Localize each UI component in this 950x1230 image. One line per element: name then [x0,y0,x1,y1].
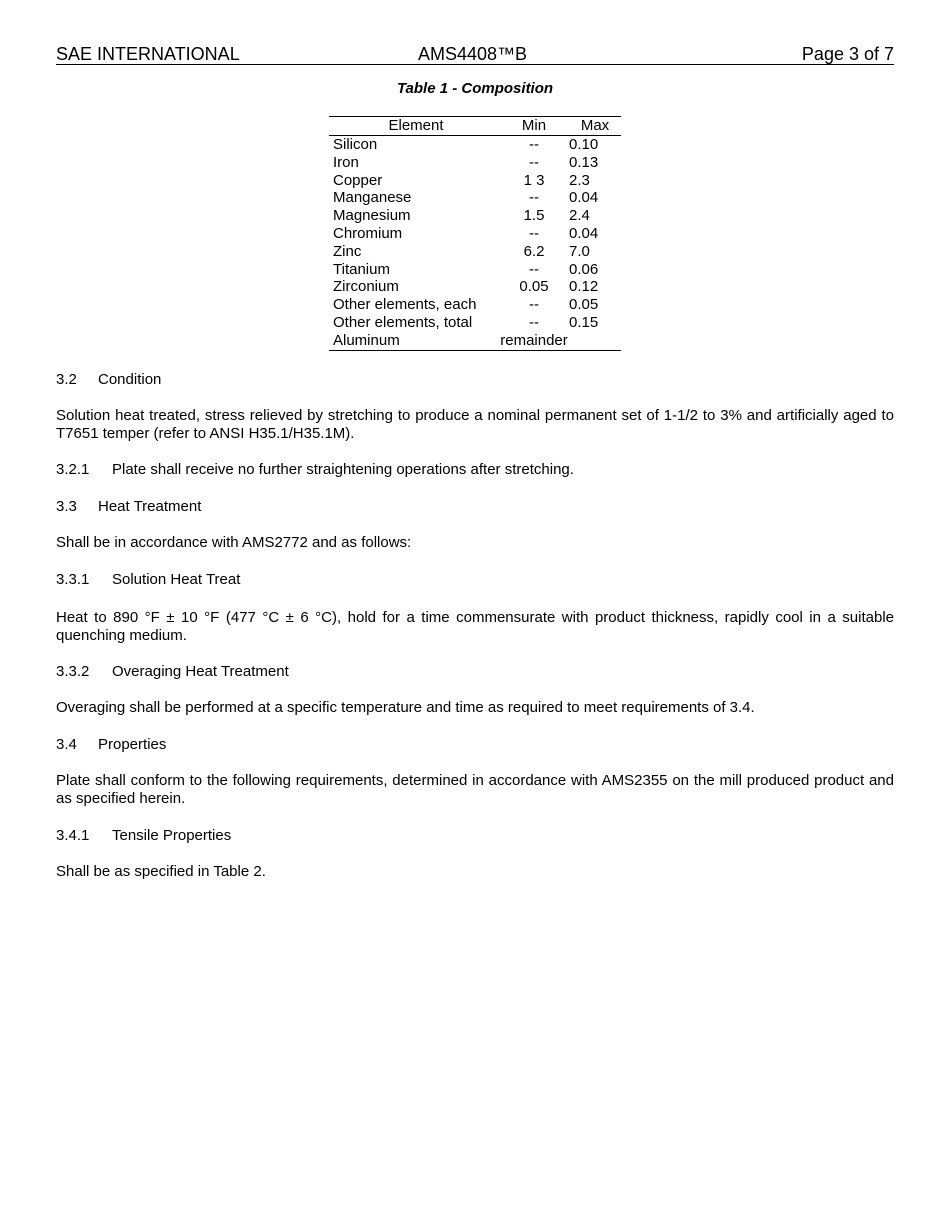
cell-min: remainder [500,331,568,349]
cell-max: 7.0 [569,242,590,260]
cell-max: 0.05 [569,296,599,314]
cell-element: Other elements, each [333,296,477,314]
cell-min: -- [529,296,539,314]
section-title: Condition [98,371,162,388]
cell-max: 0.06 [569,260,599,278]
header-page-number: Page 3 of 7 [801,44,894,64]
cell-max: 0.04 [569,189,599,207]
column-header-min: Min [499,117,569,136]
cell-element: Copper [333,171,383,189]
table-row [329,314,621,332]
column-header-max: Max [569,117,621,136]
table-header-row [329,117,621,136]
table-row [329,225,621,243]
table-row [329,154,621,172]
header-organization: SAE INTERNATIONAL [56,44,240,64]
section-title: Heat Treatment [98,498,202,515]
cell-min: -- [529,313,539,331]
cell-element: Titanium [333,260,390,278]
section-3-2-1-paragraph [56,461,894,479]
section-title: Solution Heat Treat [112,571,241,588]
section-3-4-1-heading [56,827,894,845]
cell-max: 2.3 [569,171,590,189]
table-row [329,278,621,296]
table-row [329,189,621,207]
cell-element: Silicon [333,136,378,153]
section-number: 3.3.2 [56,663,90,680]
table-row [329,261,621,279]
cell-element: Magnesium [333,207,411,225]
cell-min: 1.5 [523,207,545,225]
cell-min: -- [529,189,539,207]
cell-max: 0.10 [569,136,599,153]
section-3-2-heading [56,371,894,389]
table-row [329,243,621,261]
cell-max [569,332,621,350]
cell-element: Iron [333,153,359,171]
cell-element: Manganese [333,189,412,207]
section-title: Tensile Properties [112,827,232,844]
cell-min: -- [529,136,539,153]
cell-element: Zirconium [333,278,399,296]
composition-table [329,116,621,351]
section-3-4-1-paragraph: Shall be as specified in Table 2. [56,863,266,880]
section-3-4-heading [56,736,894,754]
section-number: 3.2.1 [56,461,90,478]
cell-max: 0.04 [569,224,599,242]
section-3-3-2-paragraph: Overaging shall be performed at a specific temperature and time as required to meet requirements of 3.4. [56,699,755,716]
section-number: 3.3.1 [56,571,90,588]
cell-max: 0.13 [569,153,599,171]
cell-element: Other elements, total [333,313,473,331]
section-3-3-1-paragraph: Heat to 890 °F ± 10 °F (477 °C ± 6 °C), hold for a time commensurate with product thickness, rapidly cool in a suitable quenching medium. [56,609,894,644]
table-1-title: Table 1 - Composition [396,80,554,97]
cell-min: 1 3 [523,171,545,189]
section-3-3-paragraph: Shall be in accordance with AMS2772 and as follows: [56,534,412,551]
cell-min: 0.05 [519,278,549,296]
section-3-4-paragraph: Plate shall conform to the following requirements, determined in accordance with AMS2355 on the mill produced product and as specified herein. [56,772,894,807]
section-3-3-2-heading [56,663,894,681]
section-3-3-heading [56,498,894,516]
section-number: 3.4.1 [56,827,90,844]
cell-element: Zinc [333,242,362,260]
section-number: 3.3 [56,498,77,515]
table-row [329,172,621,190]
cell-element: Aluminum [329,332,499,350]
section-3-2-paragraph: Solution heat treated, stress relieved by stretching to produce a nominal permanent set of 1-1/2 to 3% and artificially aged to T7651 temper (refer to ANSI H35.1/H35.1M). [56,407,894,442]
cell-max: 0.15 [569,313,599,331]
section-title: Overaging Heat Treatment [112,663,289,680]
header-document-number: AMS4408™B [418,44,528,64]
section-title: Properties [98,736,167,753]
table-row [329,207,621,225]
table-row [329,296,621,314]
cell-max: 0.12 [569,278,599,296]
column-header-element: Element [329,117,499,136]
page-header [56,44,894,65]
section-3-3-1-heading [56,571,894,589]
cell-element: Chromium [333,224,403,242]
section-number: 3.4 [56,736,77,753]
cell-min: 6.2 [523,242,545,260]
section-text: Plate shall receive no further straightening operations after stretching. [112,461,574,478]
cell-max: 2.4 [569,207,590,225]
cell-min: -- [529,260,539,278]
table-row [329,332,621,350]
cell-min: -- [529,153,539,171]
cell-min: -- [529,224,539,242]
section-number: 3.2 [56,371,77,388]
table-row [329,136,621,154]
